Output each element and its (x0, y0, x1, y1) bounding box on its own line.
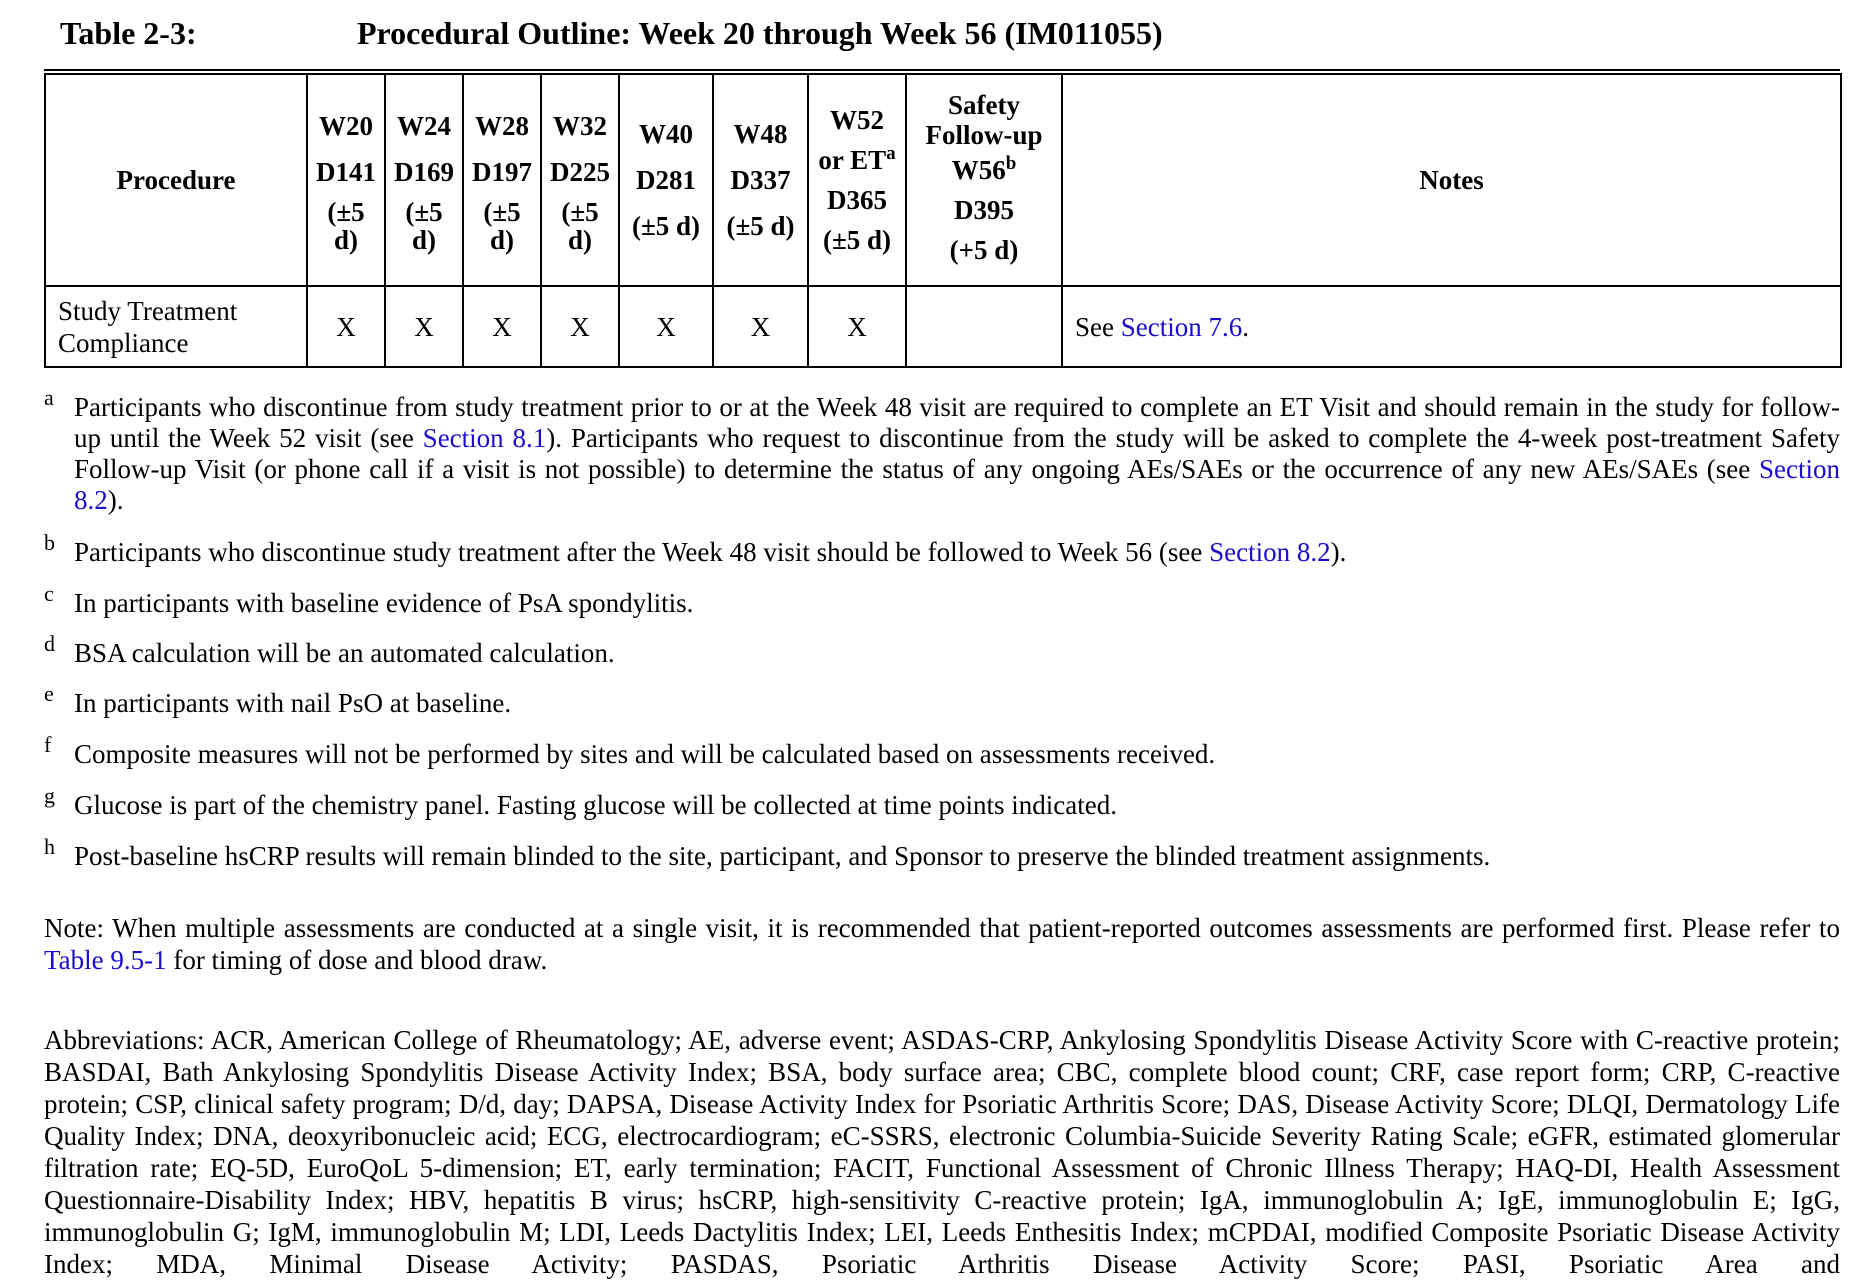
row-procedure-line1: Study Treatment (58, 295, 238, 326)
footnote-c-mark: c (44, 581, 54, 606)
header-w48-week: W48 (733, 119, 788, 149)
header-safety-follow-up (906, 74, 1062, 286)
header-w24-week: W24 (397, 111, 451, 141)
header-w52-footnote-ref: a (886, 143, 896, 164)
section-8-1-link[interactable]: Section 8.1 (422, 423, 547, 453)
section-8-2-link[interactable]: Section 8.2 (1209, 537, 1331, 567)
footnote-g-mark: g (44, 783, 55, 808)
footnote-b-mark: b (44, 530, 55, 555)
footnote-a-text-3: ). (107, 485, 124, 515)
header-w52-et-label: or ET (818, 145, 887, 175)
header-w56-week-label: W56 (951, 155, 1006, 185)
cell-w32: X (541, 286, 619, 367)
cell-w24: X (385, 286, 463, 367)
header-w32-window1: (±5 (561, 197, 599, 227)
header-w28 (463, 74, 541, 286)
header-w56-day: D395 (954, 195, 1014, 225)
header-w32-week: W32 (553, 111, 607, 141)
cell-w28: X (463, 286, 541, 367)
header-w40-week: W40 (639, 119, 693, 149)
footnote-c (44, 581, 1840, 619)
header-w20-week: W20 (319, 111, 373, 141)
abbreviations: Abbreviations: ACR, American College of Rheumatology; AE, adverse event; ASDAS-CRP, Ankylosing Spondylitis Disease Activity Score with C-reactive protein; BASDAI, Bath Ankylosing Spondylitis Disease Activity Index; BSA, body surface area; CBC, complete blood count; CRF, case report form; CRP, C-reactive protein; CSP, clinical safety program; D/d, day; DAPSA, Disease Activity Index for Psoriatic Arthritis Score; DAS, Disease Activity Score; DLQI, Dermatology Life Quality Index; DNA, deoxyribonucleic acid; ECG, electrocardiogram; eC-SSRS, electronic Columbia-Suicide Severity Rating Scale; eGFR, estimated glomerular filtration rate; EQ-5D, EuroQoL 5-dimension; ET, early termination; FACIT, Functional Assessment of Chronic Illness Therapy; HAQ-DI, Health Assessment Questionnaire-Disability Index; HBV, hepatitis B virus; hsCRP, high-sensitivity C-reactive protein; IgA, immunoglobulin A; IgE, immunoglobulin E; IgG, immunoglobulin G; IgM, immunoglobulin M; LDI, Leeds Dactylitis Index; LEI, Leeds Enthesitis Index; mCPDAI, modified Composite Psoriatic Disease Activity Index; MDA, Minimal Disease Activity; PASDAS, Psoriatic Arthritis Disease Activity Score; PASI, Psoriatic Area and (44, 1025, 1840, 1279)
table-number: Table 2-3: (60, 15, 197, 51)
footnote-f-mark: f (44, 732, 52, 757)
header-w52-et (813, 140, 901, 180)
header-w24-day: D169 (394, 157, 454, 187)
footnote-a (44, 385, 1840, 516)
table-note (44, 912, 1840, 976)
section-8-2-link[interactable]: Section 8.2 (74, 454, 1840, 515)
table-9-5-1-link[interactable]: Table 9.5-1 (44, 945, 167, 975)
footnote-d-mark: d (44, 631, 55, 656)
header-w24-window1: (±5 (405, 197, 443, 227)
header-w24-window2: d) (411, 225, 436, 255)
footnote-b-text (74, 537, 1840, 568)
footnote-d (44, 631, 1840, 669)
footnote-f-text: Composite measures will not be performed by sites and will be calculated based on assessments received. (74, 739, 1216, 769)
footnote-c-text: In participants with baseline evidence of PsA spondylitis. (74, 588, 694, 618)
cell-w20: X (307, 286, 385, 367)
header-w32 (541, 74, 619, 286)
table-title: Procedural Outline: Week 20 through Week 56 (IM011055) (357, 15, 1163, 51)
cell-notes (1062, 286, 1841, 367)
footnote-e (44, 681, 1840, 719)
header-w40 (619, 74, 713, 286)
header-w52-week: W52 (830, 105, 884, 135)
note-text-2: for timing of dose and blood draw. (166, 945, 548, 975)
table-header-row (45, 74, 1841, 286)
cell-w52: X (808, 286, 906, 367)
header-w40-window: (±5 d) (631, 211, 701, 241)
section-7-6-link[interactable]: Section 7.6 (1120, 311, 1243, 342)
header-w32-window2: d) (567, 225, 592, 255)
procedural-outline-table (44, 73, 1842, 368)
header-w28-week: W28 (475, 111, 529, 141)
header-w48-window: (±5 d) (726, 211, 795, 241)
header-w56-window: (+5 d) (949, 235, 1019, 265)
header-w56-follow-up: Follow-up (925, 120, 1043, 150)
header-w40-day: D281 (636, 165, 696, 195)
row-procedure-name (45, 286, 307, 367)
table-top-rule (44, 69, 1840, 71)
header-w56-week (911, 150, 1057, 190)
header-w28-window2: d) (489, 225, 514, 255)
note-text-1: Note: When multiple assessments are conducted at a single visit, it is recommended that patient-reported outcomes assessments are performed first. Please refer to (44, 913, 1840, 943)
header-w32-day: D225 (550, 157, 610, 187)
footnote-f (44, 732, 1840, 770)
header-w24 (385, 74, 463, 286)
footnote-b-text-1: Participants who discontinue study treatment after the Week 48 visit should be followed to Week 56 (see (74, 537, 1210, 567)
header-w20 (307, 74, 385, 286)
table-row (45, 286, 1841, 367)
header-w28-day: D197 (472, 157, 532, 187)
footnote-h-text: Post-baseline hsCRP results will remain blinded to the site, participant, and Sponsor to preserve the blinded treatment assignments. (74, 841, 1491, 871)
header-procedure: Procedure (45, 74, 307, 286)
header-notes: Notes (1062, 74, 1841, 286)
notes-suffix: . (1242, 311, 1249, 342)
footnote-a-text-1: Participants who discontinue from study treatment prior to or at the Week 48 visit are required to complete an ET Visit and should remain in the study for follow-up until the Week 52 visit (see (74, 392, 1840, 453)
footnote-g (44, 783, 1840, 821)
footnote-d-text: BSA calculation will be an automated calculation. (74, 638, 615, 668)
header-w52 (808, 74, 906, 286)
footnote-h-mark: h (44, 834, 55, 859)
notes-prefix: See (1075, 311, 1121, 342)
cell-w48: X (713, 286, 808, 367)
header-w56-footnote-ref: b (1005, 153, 1017, 174)
cell-w56 (906, 286, 1062, 367)
footnote-g-text: Glucose is part of the chemistry panel. Fasting glucose will be collected at time points indicated. (74, 790, 1117, 820)
footnote-b (44, 530, 1840, 568)
footnote-b-text-2: ). (1330, 537, 1347, 567)
footnote-e-mark: e (44, 681, 54, 706)
footnote-a-text-2: ). Participants who request to discontinue from the study will be asked to complete the 4-week post-treatment Safety Follow-up Visit (or phone call if a visit is not possible) to determine the status of any ongoing AEs/SAEs or the occurrence of any new AEs/SAEs (see (74, 423, 1840, 484)
header-w52-window: (±5 d) (822, 225, 892, 255)
header-w52-day: D365 (827, 185, 887, 215)
row-procedure-line2: Compliance (58, 327, 189, 358)
header-w20-window1: (±5 (327, 197, 365, 227)
header-w20-window2: d) (333, 225, 358, 255)
footnote-e-text: In participants with nail PsO at baseline. (74, 688, 512, 718)
header-w56-safety: Safety (948, 90, 1020, 120)
header-w28-window1: (±5 (483, 197, 521, 227)
header-w20-day: D141 (316, 157, 376, 187)
header-w48-day: D337 (730, 165, 791, 195)
header-w48 (713, 74, 808, 286)
footnote-a-text (74, 392, 1840, 516)
footnote-h (44, 834, 1840, 872)
cell-w40: X (619, 286, 713, 367)
table-caption (60, 8, 1834, 58)
footnote-a-mark: a (44, 385, 54, 410)
